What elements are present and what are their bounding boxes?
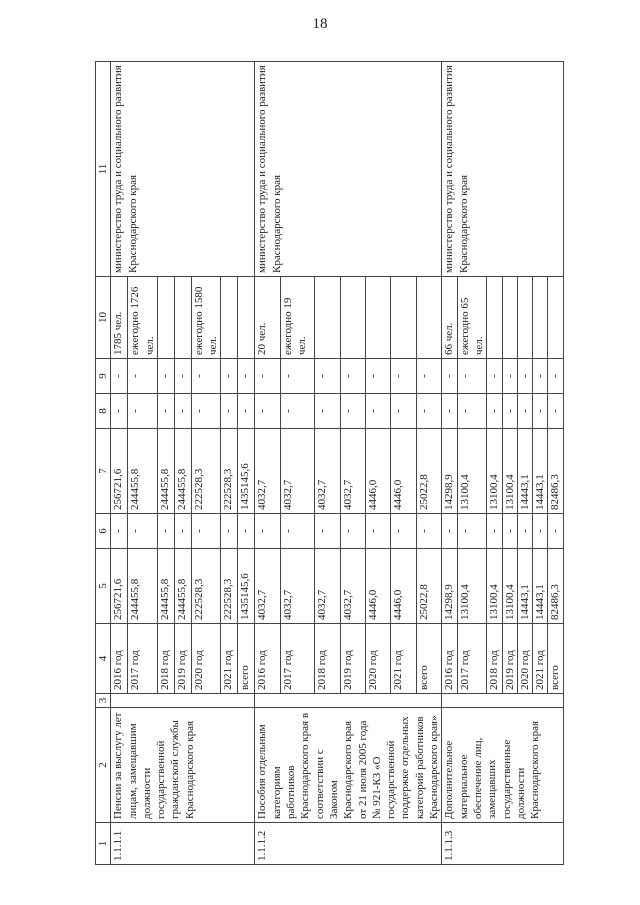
year-cell: 2016 год: [255, 624, 280, 694]
table-row: [442, 62, 457, 865]
total-cell: 14443,1: [533, 549, 548, 624]
value-cell: 256721,6: [111, 429, 128, 514]
header-cell: 6: [96, 514, 111, 549]
year-cell: всего: [548, 624, 563, 694]
result-cell: [340, 277, 365, 359]
header-cell: 4: [96, 624, 111, 694]
header-cell: 2: [96, 708, 111, 823]
total-cell: 13100,4: [487, 549, 502, 624]
value-cell: -: [533, 514, 548, 549]
value-cell: 14443,1: [517, 429, 532, 514]
total-cell: 82486,3: [548, 549, 563, 624]
value-cell: -: [517, 359, 532, 394]
result-cell: [548, 277, 563, 359]
section-name: Пенсии за выслугу лет лицам, замещавшим должности государственной гражданской службы Краснодарского края: [111, 708, 255, 823]
rotated-table-container: [95, 62, 575, 865]
value-cell: 13100,4: [502, 429, 517, 514]
header-cell: 10: [96, 277, 111, 359]
value-cell: -: [238, 394, 255, 429]
value-cell: -: [502, 514, 517, 549]
result-cell: [502, 277, 517, 359]
value-cell: -: [416, 359, 441, 394]
value-cell: -: [502, 359, 517, 394]
header-cell: 1: [96, 823, 111, 865]
total-cell: 244455,8: [128, 549, 158, 624]
value-cell: 222528,3: [221, 429, 238, 514]
value-cell: -: [391, 514, 416, 549]
result-cell: [315, 277, 340, 359]
table-row: [255, 62, 280, 865]
value-cell: 14443,1: [533, 429, 548, 514]
mark-cell: [111, 694, 255, 708]
value-cell: 222528,3: [191, 429, 221, 514]
total-cell: 4446,0: [366, 549, 391, 624]
value-cell: -: [157, 514, 174, 549]
value-cell: -: [221, 359, 238, 394]
year-cell: 2018 год: [157, 624, 174, 694]
year-cell: 2020 год: [191, 624, 221, 694]
header-row: [96, 62, 111, 865]
total-cell: 14298,9: [442, 549, 457, 624]
value-cell: -: [416, 394, 441, 429]
result-cell: ежегодно 19 чел.: [280, 277, 314, 359]
header-cell: 9: [96, 359, 111, 394]
value-cell: -: [315, 514, 340, 549]
value-cell: -: [157, 394, 174, 429]
value-cell: -: [548, 359, 563, 394]
result-cell: ежегодно 65 чел.: [457, 277, 487, 359]
value-cell: -: [416, 514, 441, 549]
value-cell: -: [255, 394, 280, 429]
value-cell: -: [457, 394, 487, 429]
program-table: [95, 61, 564, 865]
value-cell: 244455,8: [157, 429, 174, 514]
value-cell: 4446,0: [391, 429, 416, 514]
responsible-cell: министерство труда и социального развития Краснодарского края: [255, 62, 442, 277]
value-cell: -: [340, 394, 365, 429]
result-cell: ежегодно 1726 чел.: [128, 277, 158, 359]
value-cell: -: [442, 394, 457, 429]
value-cell: 4032,7: [340, 429, 365, 514]
value-cell: -: [315, 394, 340, 429]
total-cell: 13100,4: [457, 549, 487, 624]
total-cell: 4032,7: [340, 549, 365, 624]
year-cell: 2020 год: [517, 624, 532, 694]
year-cell: 2016 год: [111, 624, 128, 694]
value-cell: -: [442, 359, 457, 394]
total-cell: 222528,3: [221, 549, 238, 624]
year-cell: 2021 год: [221, 624, 238, 694]
section-name: Пособия отдельным категориям работников Краснодарского края в соответствии с Законом Краснодарского края от 21 июля 2005 года № 921-КЗ «О государственной поддержке отдельных категорий работников Краснодарского края»: [255, 708, 442, 823]
value-cell: -: [340, 514, 365, 549]
total-cell: 13100,4: [502, 549, 517, 624]
value-cell: 25022,8: [416, 429, 441, 514]
result-cell: ежегодно 1580 чел.: [191, 277, 221, 359]
value-cell: -: [128, 514, 158, 549]
header-cell: 7: [96, 429, 111, 514]
result-cell: [174, 277, 191, 359]
year-cell: 2019 год: [502, 624, 517, 694]
year-cell: 2018 год: [315, 624, 340, 694]
result-cell: [416, 277, 441, 359]
header-cell: 5: [96, 549, 111, 624]
table-row: [111, 62, 128, 865]
value-cell: -: [517, 394, 532, 429]
year-cell: 2017 год: [280, 624, 314, 694]
value-cell: -: [111, 514, 128, 549]
year-cell: 2017 год: [128, 624, 158, 694]
value-cell: 244455,8: [128, 429, 158, 514]
total-cell: 4446,0: [391, 549, 416, 624]
section-name: Дополнительное материальное обеспечение лиц, замещавших государственные должности Краснодарского края: [442, 708, 563, 823]
result-cell: [238, 277, 255, 359]
value-cell: 4032,7: [255, 429, 280, 514]
value-cell: -: [533, 359, 548, 394]
responsible-cell: министерство труда и социального развития Краснодарского края: [111, 62, 255, 277]
value-cell: -: [366, 514, 391, 549]
value-cell: -: [280, 514, 314, 549]
value-cell: -: [221, 394, 238, 429]
table-body: [111, 62, 563, 865]
total-cell: 244455,8: [157, 549, 174, 624]
value-cell: -: [221, 514, 238, 549]
total-cell: 222528,3: [191, 549, 221, 624]
year-cell: 2019 год: [340, 624, 365, 694]
value-cell: -: [191, 514, 221, 549]
header-cell: 3: [96, 694, 111, 708]
value-cell: 13100,4: [457, 429, 487, 514]
total-cell: 4032,7: [280, 549, 314, 624]
value-cell: -: [366, 394, 391, 429]
header-cell: 8: [96, 394, 111, 429]
value-cell: -: [366, 359, 391, 394]
total-cell: 25022,8: [416, 549, 441, 624]
result-cell: [391, 277, 416, 359]
value-cell: -: [238, 514, 255, 549]
result-cell: 66 чел.: [442, 277, 457, 359]
total-cell: 4032,7: [255, 549, 280, 624]
value-cell: -: [174, 394, 191, 429]
value-cell: -: [457, 359, 487, 394]
value-cell: 13100,4: [487, 429, 502, 514]
value-cell: 244455,8: [174, 429, 191, 514]
value-cell: 1435145,6: [238, 429, 255, 514]
value-cell: -: [487, 514, 502, 549]
value-cell: -: [128, 394, 158, 429]
value-cell: -: [533, 394, 548, 429]
section-code: 1.1.1.3: [442, 823, 563, 865]
value-cell: -: [280, 394, 314, 429]
value-cell: -: [487, 359, 502, 394]
value-cell: -: [157, 359, 174, 394]
result-cell: [366, 277, 391, 359]
value-cell: -: [548, 394, 563, 429]
value-cell: 4446,0: [366, 429, 391, 514]
value-cell: -: [457, 514, 487, 549]
value-cell: -: [191, 394, 221, 429]
year-cell: 2017 год: [457, 624, 487, 694]
value-cell: -: [391, 394, 416, 429]
value-cell: -: [442, 514, 457, 549]
page-number: 18: [312, 16, 328, 32]
section-code: 1.1.1.2: [255, 823, 442, 865]
value-cell: -: [280, 359, 314, 394]
year-cell: 2021 год: [391, 624, 416, 694]
value-cell: -: [128, 359, 158, 394]
value-cell: -: [340, 359, 365, 394]
value-cell: -: [502, 394, 517, 429]
value-cell: -: [391, 359, 416, 394]
value-cell: -: [255, 359, 280, 394]
result-cell: [221, 277, 238, 359]
value-cell: -: [174, 514, 191, 549]
value-cell: -: [487, 394, 502, 429]
value-cell: -: [111, 394, 128, 429]
value-cell: -: [255, 514, 280, 549]
value-cell: 4032,7: [315, 429, 340, 514]
value-cell: -: [548, 514, 563, 549]
result-cell: [487, 277, 502, 359]
value-cell: -: [238, 359, 255, 394]
total-cell: 4032,7: [315, 549, 340, 624]
responsible-cell: министерство труда и социального развития Краснодарского края: [442, 62, 563, 277]
total-cell: 244455,8: [174, 549, 191, 624]
value-cell: 14298,9: [442, 429, 457, 514]
value-cell: -: [191, 359, 221, 394]
year-cell: всего: [238, 624, 255, 694]
value-cell: -: [315, 359, 340, 394]
value-cell: -: [174, 359, 191, 394]
total-cell: 1435145,6: [238, 549, 255, 624]
value-cell: -: [517, 514, 532, 549]
mark-cell: [255, 694, 442, 708]
value-cell: -: [111, 359, 128, 394]
year-cell: 2018 год: [487, 624, 502, 694]
result-cell: [517, 277, 532, 359]
result-cell: 1785 чел.: [111, 277, 128, 359]
mark-cell: [442, 694, 563, 708]
year-cell: 2021 год: [533, 624, 548, 694]
value-cell: 82486,3: [548, 429, 563, 514]
year-cell: всего: [416, 624, 441, 694]
section-code: 1.1.1.1: [111, 823, 255, 865]
total-cell: 256721,6: [111, 549, 128, 624]
year-cell: 2020 год: [366, 624, 391, 694]
result-cell: [533, 277, 548, 359]
total-cell: 14443,1: [517, 549, 532, 624]
value-cell: 4032,7: [280, 429, 314, 514]
header-cell: 11: [96, 62, 111, 277]
result-cell: 20 чел.: [255, 277, 280, 359]
result-cell: [157, 277, 174, 359]
year-cell: 2016 год: [442, 624, 457, 694]
year-cell: 2019 год: [174, 624, 191, 694]
